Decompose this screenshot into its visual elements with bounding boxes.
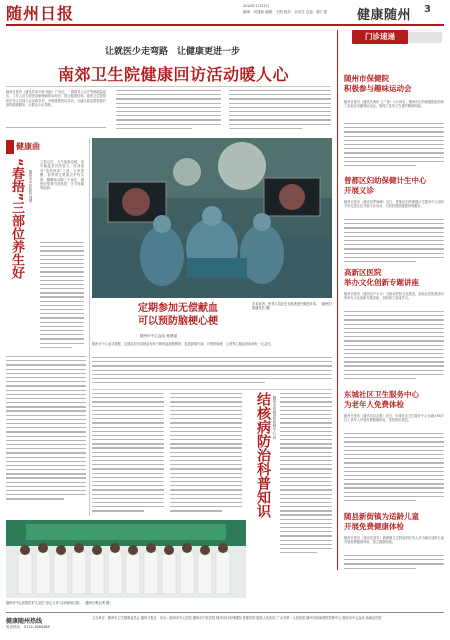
footer-sponsors: 主办单位：随州市卫生健康委员会 随州日报社 协办：随州市中心医院 随州市中医医院 随州市妇幼保健院 曾都医院 随县人民医院 广水市第一人民医院 随州市疾病预防控制中心 随州市中心血站 高新区医院 xyxy=(92,616,382,620)
sidebar-item-2-lines xyxy=(344,219,444,265)
sidebar-tag-label: 门诊速递 xyxy=(365,32,395,41)
sidebar-item-4-title: 东城社区卫生服务中心 为老年人免费体检 xyxy=(344,390,419,409)
lead-rule xyxy=(6,86,331,87)
lead-body-columns-2 xyxy=(116,90,221,132)
masthead-editor-line: 编审：向建新 编辑：王程 校对：余芳芬 总监：陈广建 xyxy=(243,10,327,14)
group-photo-caption: 随州市中心医院医护人员在“爱心义诊”活动现场合影。（随州日报记者 摄） xyxy=(6,601,113,605)
masthead-section-name: 健康随州 xyxy=(357,8,412,23)
masthead-date: 2024年1月22日 xyxy=(243,4,270,8)
sidebar-item-4-lines xyxy=(344,433,444,505)
sidebar-item-2-title: 曾都区妇幼保健计生中心 开展义诊 xyxy=(344,176,427,195)
lead-body-columns-3 xyxy=(229,90,331,132)
sidebar-item-3-body: 随州日报讯（通讯员卢小平）为推动医院文化建设，高新区医院邀请专家举办文化创新专题讲座，全院职工参加学习。 xyxy=(344,292,444,301)
tb-col-3 xyxy=(280,393,332,563)
lead-headline: 南郊卫生院健康回访活动暖人心 xyxy=(58,65,290,84)
sidebar-divider xyxy=(337,30,338,570)
surgery-photo-graphic xyxy=(92,138,332,298)
sidebar-item-1-body: 随州日报讯（通讯员黄伟 王广林）1月18日，随州市妇幼保健院组织职工参加全市趣味运动会，展现了医务工作者的精神风貌。 xyxy=(344,100,444,109)
sidebar-item-5-lines xyxy=(344,555,444,573)
sidebar-item-2-body: 随州日报讯（通讯员罗晓峰）近日，曾都区妇幼保健计生服务中心组织专家走进社区开展义诊活动，为居民提供健康咨询服务。 xyxy=(344,200,444,209)
feature-body-lines-2 xyxy=(6,356,86,506)
feature-divider xyxy=(89,138,90,516)
sidebar-item-1-title: 随州市保健院 积极参与趣味运动会 xyxy=(344,74,412,93)
feature-tag-label: 健康曲 xyxy=(16,142,40,151)
surgery-photo xyxy=(92,138,332,298)
donation-rule xyxy=(92,389,332,390)
masthead-logo: 随州日报 xyxy=(6,4,75,23)
lead-body-columns xyxy=(6,127,106,132)
footer-rule xyxy=(6,612,444,613)
surgery-photo-caption: 手术室内，医务人员正在为患者进行微创手术。（随州日报通讯员 摄） xyxy=(252,302,332,311)
feature-body: 立春过后，天气逐渐变暖，但早晚温差仍然较大，民间素有“春捂秋冻”之说。专家提醒，春季养生要重点护好头颈、腰腹和双脚三个部位，避免因受寒引发感冒、关节疼痛等疾病。 xyxy=(40,160,84,191)
tb-headline: 结核病防治科普知识 xyxy=(255,392,271,518)
donation-byline: 随州市中心血站 杨勇斌 xyxy=(140,334,178,338)
sidebar-item-3-lines xyxy=(344,311,444,383)
feature-title: “春捂”三部位养生好 xyxy=(9,158,24,280)
feature-body-lines xyxy=(40,242,84,352)
footer-hotline-tel: 0722-3860488 xyxy=(24,625,50,629)
sidebar-tag-badge xyxy=(352,30,408,44)
lead-kicker: 让就医少走弯路 让健康更进一步 xyxy=(105,47,241,57)
sidebar-item-1-lines xyxy=(344,123,444,171)
donation-body-lines xyxy=(92,357,332,387)
sidebar-item-5-body: 随州日报讯（通讯员刘芳）新街镇卫生院组织医务人员为辖区适龄儿童开展免费健康体检，建立健康档案。 xyxy=(344,536,444,545)
sidebar-item-5-title: 随县新街镇为适龄儿童 开展免费健康体检 xyxy=(344,512,419,531)
feature-tag xyxy=(6,140,66,154)
lead-body: 随州日报讯（通讯员邹小林 何丽）广场边，一群群老人正在等候测量血压，工作人员为居民讲解慢病防治知识，建立健康档案。南郊卫生院组织医务人员深入社区和乡村，开展健康回访活动，为辖区群众提供面对面的健康服务，让群众少走弯路。 xyxy=(6,90,106,108)
sidebar-item-4-body: 随州日报讯（通讯员吴志刚）近日，东城社区卫生服务中心为辖区65岁以上老年人开展免费健康体检，受到居民欢迎。 xyxy=(344,414,444,423)
masthead-rule xyxy=(6,24,444,26)
group-photo xyxy=(6,520,246,598)
donation-headline: 定期参加无偿献血 可以预防脑梗心梗 xyxy=(138,303,218,327)
tb-col-2 xyxy=(170,393,242,517)
footer-note: 电话热线 xyxy=(6,625,20,629)
masthead-page-number: 3 xyxy=(424,4,431,15)
donation-body: 随州市中心血站提醒，定期参加无偿献血有助于降低血液黏稠度，促进新陈代谢，对预防脑梗、心梗等心脑血管疾病有一定益处。 xyxy=(92,342,274,346)
footer-hotline-title: 健康随州热线 xyxy=(6,618,43,625)
tb-col-1 xyxy=(92,393,164,517)
sidebar-item-3-title: 高新区医院 举办文化创新专题讲座 xyxy=(344,268,419,287)
feature-author: 随州市中医医院 刘勇 xyxy=(29,170,33,203)
sidebar-tag xyxy=(344,30,444,46)
tb-headline-sub: 随州市疾病预防控制中心 宣 xyxy=(273,396,277,440)
group-photo-graphic xyxy=(6,520,246,598)
